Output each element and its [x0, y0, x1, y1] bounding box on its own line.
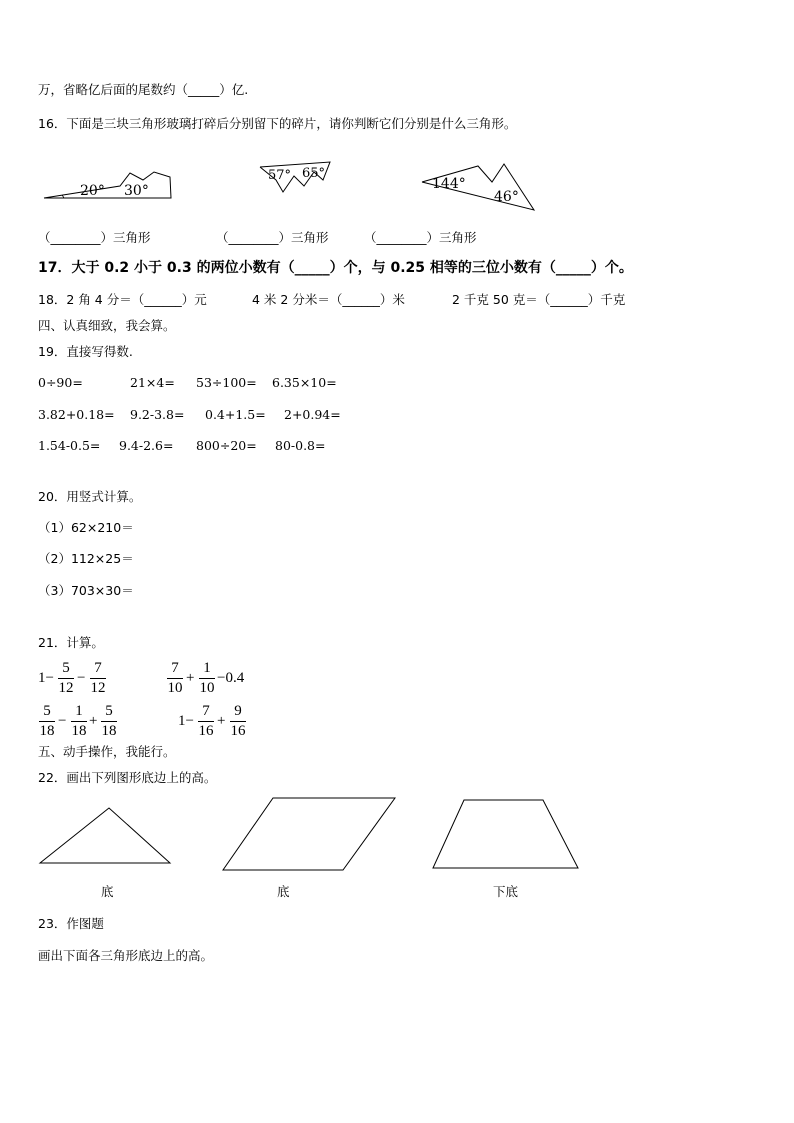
q19-item: 53÷100=: [196, 375, 257, 390]
shard1-angle-b: 30°: [124, 183, 149, 199]
q16-answer-2[interactable]: （________）三角形: [216, 230, 329, 245]
triangle-shard-1: [40, 168, 175, 202]
q19-item: 9.4-2.6=: [119, 438, 174, 453]
parallelogram-figure: [221, 796, 397, 872]
trapezoid-base-label: 下底: [493, 884, 519, 899]
triangle-base-label: 底: [101, 884, 114, 899]
q19-prompt: 19．直接写得数.: [38, 344, 133, 359]
section-5-heading: 五、动手操作，我能行。: [38, 744, 176, 759]
q16-answer-3[interactable]: （________）三角形: [364, 230, 477, 245]
q19-item: 2+0.94=: [284, 407, 341, 422]
triangle-figure: [38, 805, 172, 865]
e1-lead: 1−: [38, 670, 54, 686]
e4-operator: +: [217, 713, 226, 729]
q18-part-2: 4 米 2 分米＝（______）米: [252, 292, 405, 307]
q19-item: 21×4=: [130, 375, 175, 390]
q17-line: 17．大于 0.2 小于 0.3 的两位小数有（_____）个，与 0.25 相等的三位小数有（_____）个。: [38, 260, 633, 276]
e1-operator: −: [77, 670, 86, 686]
e3-operator-2: +: [89, 713, 98, 729]
q19-item: 0.4+1.5=: [205, 407, 266, 422]
q20-item-3: （3）703×30＝: [38, 583, 134, 598]
q21-prompt: 21．计算。: [38, 635, 104, 650]
q23-prompt: 23．作图题: [38, 916, 104, 931]
q22-prompt: 22．画出下列图形底边上的高。: [38, 770, 217, 785]
q19-item: 3.82+0.18=: [38, 407, 115, 422]
shard1-angle-a: 20°: [80, 183, 105, 199]
e2-tail: −0.4: [217, 670, 245, 686]
q20-item-2: （2）112×25＝: [38, 551, 134, 566]
q19-item: 6.35×10=: [272, 375, 337, 390]
q15-tail-line: 万，省略亿后面的尾数约（_____）亿.: [38, 82, 249, 97]
q20-item-1: （1）62×210＝: [38, 520, 134, 535]
q19-item: 800÷20=: [196, 438, 257, 453]
q18-part-1: 18．2 角 4 分＝（______）元: [38, 292, 207, 307]
q18-part-3: 2 千克 50 克＝（______）千克: [452, 292, 626, 307]
q20-prompt: 20．用竖式计算。: [38, 489, 142, 504]
trapezoid-figure: [431, 798, 581, 870]
shard2-angle-a: 57°: [268, 168, 292, 183]
e2-operator: +: [186, 670, 195, 686]
q19-item: 1.54-0.5=: [38, 438, 101, 453]
q16-answer-1[interactable]: （________）三角形: [38, 230, 151, 245]
q23-instruction: 画出下面各三角形底边上的高。: [38, 948, 214, 963]
q16-prompt: 16．下面是三块三角形玻璃打碎后分别留下的碎片，请你判断它们分别是什么三角形。: [38, 116, 517, 131]
e3-operator-1: −: [58, 713, 67, 729]
shard3-angle-a: 144°: [432, 176, 466, 192]
shard3-angle-b: 46°: [494, 189, 519, 205]
e4-lead: 1−: [178, 713, 194, 729]
shard2-angle-b: 65°: [302, 166, 326, 181]
q19-item: 80-0.8=: [275, 438, 326, 453]
q19-item: 9.2-3.8=: [130, 407, 185, 422]
q19-item: 0÷90=: [38, 375, 83, 390]
parallelogram-base-label: 底: [277, 884, 290, 899]
section-4-heading: 四、认真细致，我会算。: [38, 318, 176, 333]
